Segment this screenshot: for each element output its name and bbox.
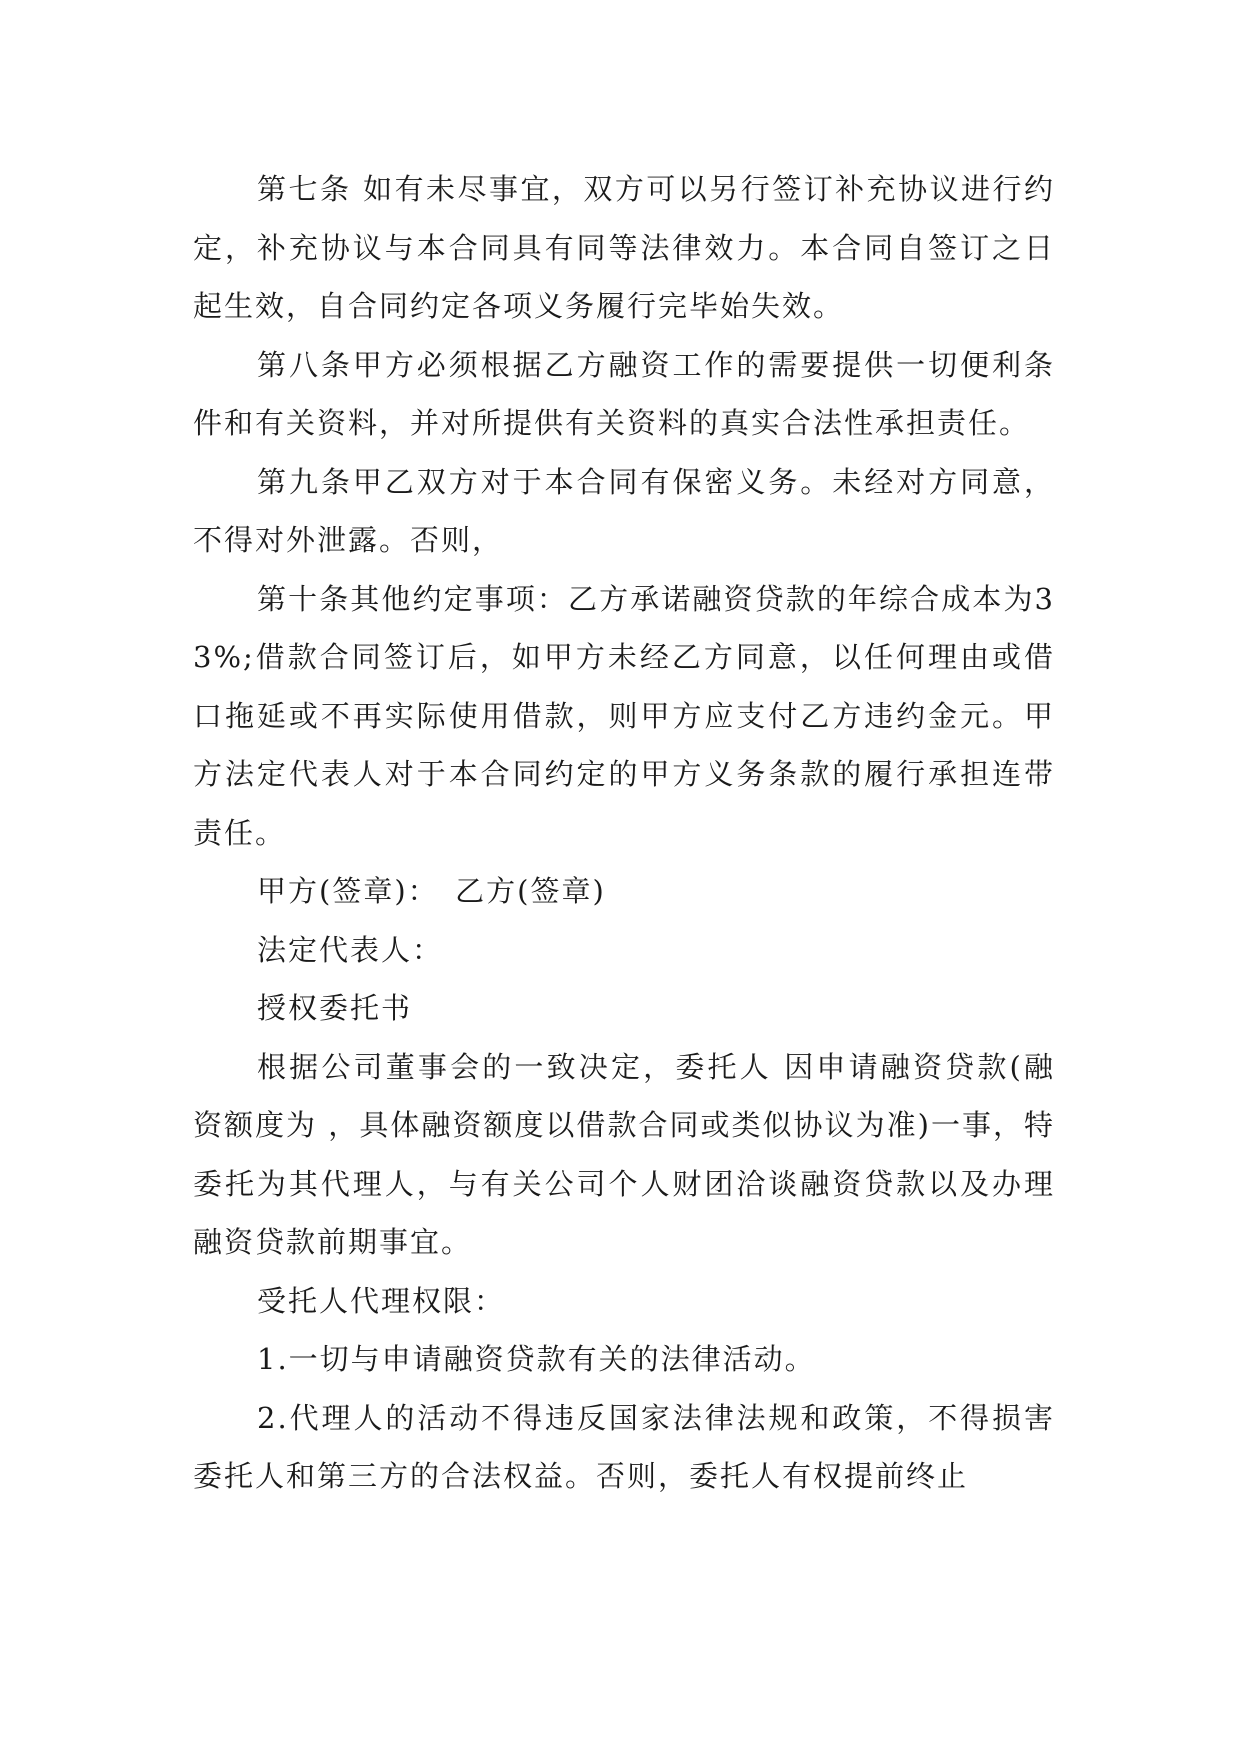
legal-representative-line: 法定代表人： bbox=[257, 932, 444, 967]
signature-line: 甲方(签章)： 乙方(签章) bbox=[257, 874, 606, 908]
paragraph-article-9: 第九条甲乙双方对于本合同有保密义务。未经对方同意，不得对外泄露。否则， bbox=[193, 464, 1055, 557]
paragraph-article-8: 第八条甲方必须根据乙方融资工作的需要提供一切便利条件和有关资料，并对所提供有关资料的真实合法性承担责任。 bbox=[193, 347, 1055, 440]
list-item-2: 2.代理人的活动不得违反国家法律法规和政策，不得损害委托人和第三方的合法权益。否则，委托人有权提前终止 bbox=[193, 1400, 1055, 1493]
paragraph-authorization: 根据公司董事会的一致决定，委托人 因申请融资贷款(融资额度为 ，具体融资额度以借款合同或类似协议为准)一事，特委托为其代理人，与有关公司个人财团洽谈融资贷款以及办理融资贷款前期事宜。 bbox=[193, 1049, 1055, 1259]
paragraph-agent-authority-heading: 受托人代理权限： bbox=[257, 1283, 506, 1318]
section-title-power-of-attorney: 授权委托书 bbox=[257, 991, 413, 1025]
paragraph-article-10: 第十条其他约定事项：乙方承诺融资贷款的年综合成本为33%;借款合同签订后，如甲方未经乙方同意，以任何理由或借口拖延或不再实际使用借款，则甲方应支付乙方违约金元。甲方法定代表人对于本合同约定的甲方义务条款的履行承担连带责任。 bbox=[193, 581, 1055, 850]
paragraph-article-7: 第七条 如有未尽事宜，双方可以另行签订补充协议进行约定，补充协议与本合同具有同等法律效力。本合同自签订之日起生效，自合同约定各项义务履行完毕始失效。 bbox=[193, 172, 1055, 323]
list-item-1: 1.一切与申请融资贷款有关的法律活动。 bbox=[257, 1342, 816, 1376]
document-body bbox=[193, 160, 1055, 1506]
